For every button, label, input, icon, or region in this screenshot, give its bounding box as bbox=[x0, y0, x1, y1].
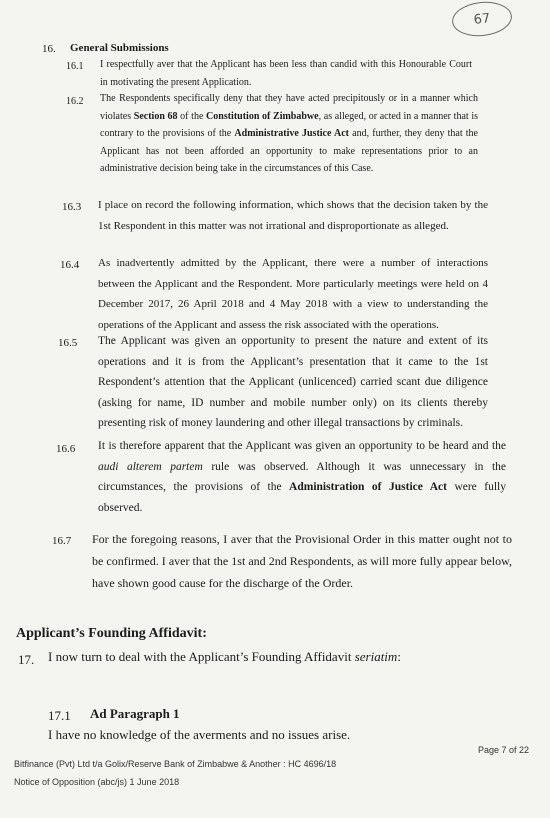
item-16-5-number: 16.5 bbox=[58, 337, 78, 349]
item-16-5-text: The Applicant was given an opportunity to present the nature and extent of its operations and it is from the Applicant’s presentation that it came to the 1st Respondent’s attention that the Applicant (unlicenced) carried scant due diligence (asking for name, ID number and mobile number only) on its clients thereby presenting risk of money laundering and other illegal transactions by criminals. bbox=[98, 335, 488, 429]
page-stamp: 67 bbox=[450, 0, 513, 39]
item-16-7-number: 16.7 bbox=[52, 535, 72, 547]
item-16-4-text: As inadvertently admitted by the Applicant, there were a number of interactions between the Applicant and the Respondent. More particularly meetings were held on 4 December 2017, 26 April 2018 and 4 May 2018 with a view to understanding the operations of the Applicant and assess the risk associated with the operations. bbox=[98, 257, 488, 331]
item-16-6-number: 16.6 bbox=[56, 443, 76, 455]
section-16-title: General Submissions bbox=[70, 42, 169, 54]
item-16-1-number: 16.1 bbox=[66, 61, 84, 72]
section-17-1-number: 17.1 bbox=[48, 708, 71, 723]
section-17-1-title: Ad Paragraph 1 bbox=[90, 706, 180, 721]
item-16-4-number: 16.4 bbox=[60, 259, 80, 271]
founding-affidavit-heading: Applicant’s Founding Affidavit: bbox=[16, 626, 207, 641]
section-16-number: 16. bbox=[42, 43, 56, 55]
item-16-1-text: I respectfully aver that the Applicant has been less than candid with this Honourable Court in motivating the present Application. bbox=[100, 59, 472, 88]
page-number: Page 7 of 22 bbox=[478, 745, 530, 755]
footer-notice-line: Notice of Opposition (abc/js) 1 June 2018 bbox=[14, 777, 180, 787]
item-16-7-text: For the foregoing reasons, I aver that the Provisional Order in this matter ought not to be confirmed. I aver that the 1st and 2nd Respondents, as will more fully appear below, have shown good cause for the discharge of the Order. bbox=[92, 532, 512, 590]
item-16-2-text: The Respondents specifically deny that they have acted precipitously or in a manner which violates Section 68 of the Constitution of Zimbabwe, as alleged, or acted in a manner that is contrary to the provisions of the Administrative Justice Act and, further, they deny that the Applicant has not been afforded an opportunity to make representations prior to an administrative decision being take in the circumstances of this Case. bbox=[100, 93, 478, 174]
item-16-3-text: I place on record the following information, which shows that the decision taken by the 1st Respondent in this matter was not irrational and disproportionate as alleged. bbox=[98, 199, 488, 232]
section-17-text: I now turn to deal with the Applicant’s Founding Affidavit seriatim: bbox=[48, 649, 401, 664]
item-16-6-text: It is therefore apparent that the Applicant was given an opportunity to be heard and the audi alterem partem rule was observed. Although it was unnecessary in the circumstances, the provisions of the Administration of Justice Act were fully observed. bbox=[98, 440, 506, 514]
item-16-3-number: 16.3 bbox=[62, 201, 82, 213]
section-17-number: 17. bbox=[18, 652, 35, 667]
item-16-2-number: 16.2 bbox=[66, 96, 84, 107]
footer-case-line: Bitfinance (Pvt) Ltd t/a Golix/Reserve Bank of Zimbabwe & Another : HC 4696/18 bbox=[14, 759, 337, 769]
section-17-1-text: I have no knowledge of the averments and no issues arise. bbox=[48, 727, 351, 742]
